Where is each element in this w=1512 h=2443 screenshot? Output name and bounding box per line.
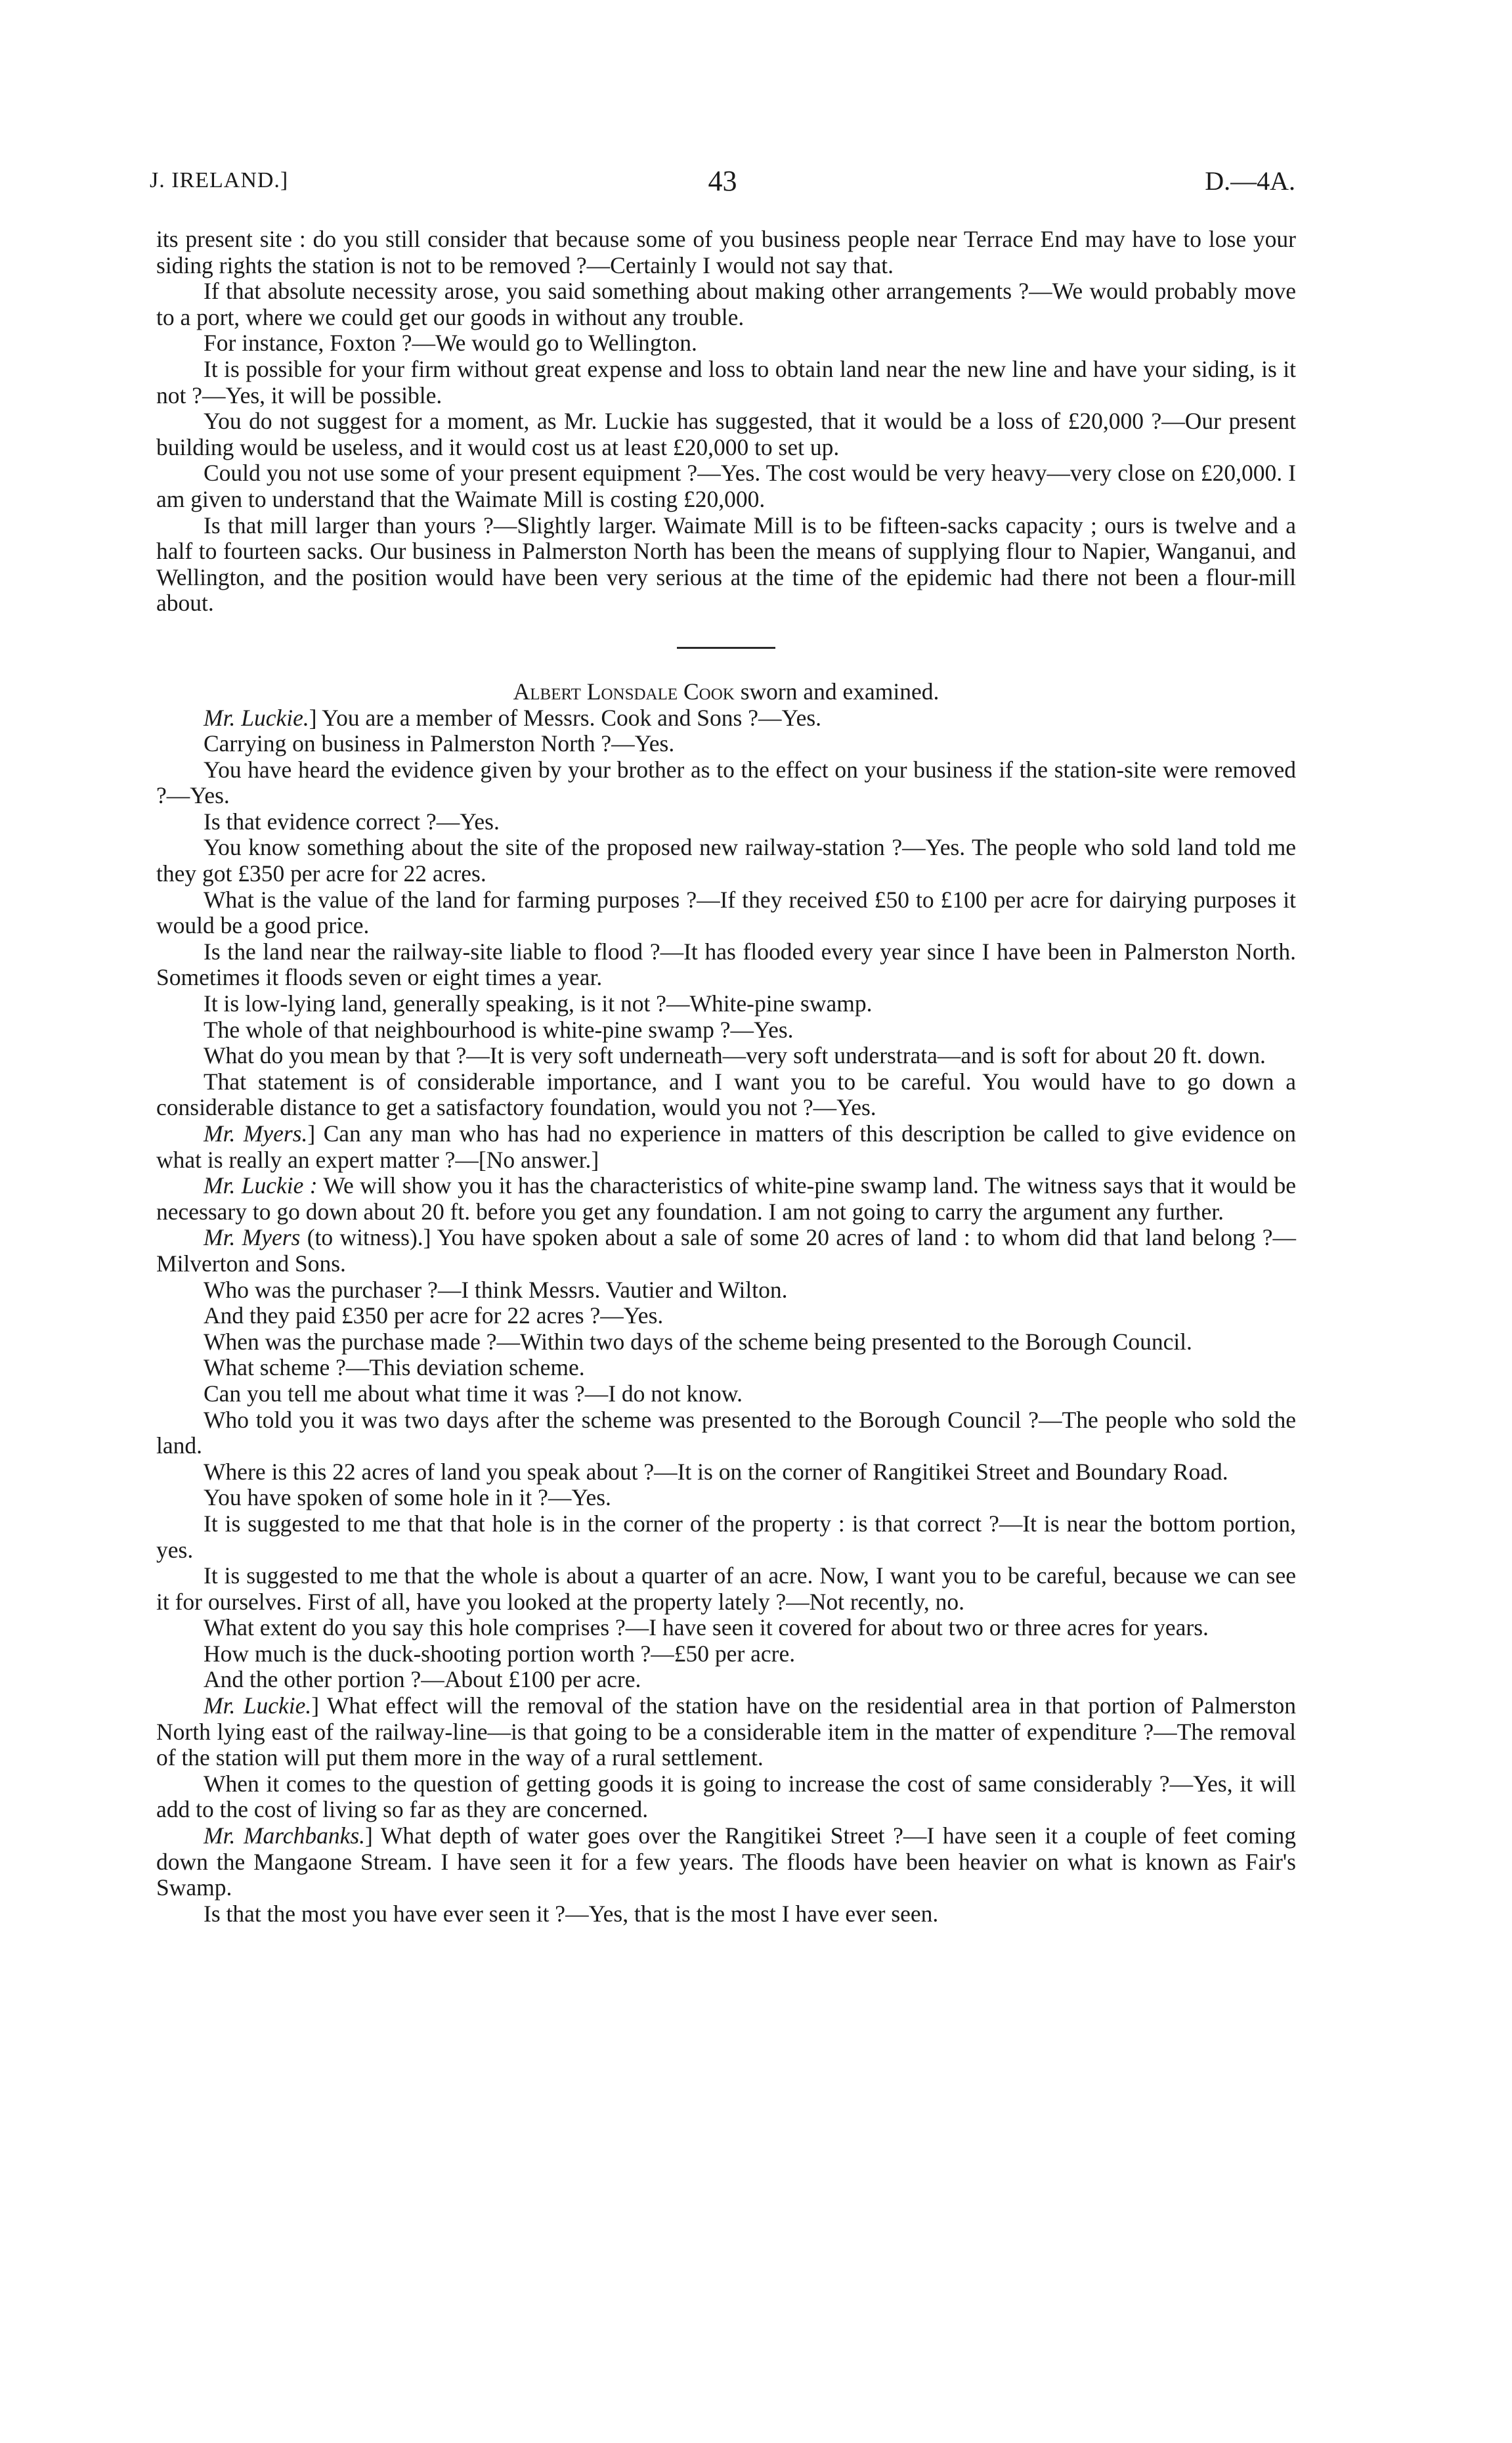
witness-heading-rest: sworn and examined. xyxy=(734,678,940,705)
paragraph-text: ] Can any man who has had no experience in matters of this description be called to give evidence on what is really an expert matter ?—[No answer.] xyxy=(156,1120,1296,1173)
paragraph xyxy=(156,1277,1296,1304)
paragraph-text: You have spoken of some hole in it ?—Yes. xyxy=(204,1484,611,1511)
paragraph xyxy=(156,1641,1296,1667)
testimony-continued xyxy=(156,227,1296,617)
paragraph-text: That statement is of considerable importance, and I want you to be careful. You would have to go down a considerable distance to get a satisfactory foundation, would you not ?—Yes. xyxy=(156,1068,1296,1121)
speaker-name: Mr. Myers xyxy=(204,1224,301,1251)
paragraph-text: You have heard the evidence given by your brother as to the effect on your business if the station-site were removed ?—Yes. xyxy=(156,756,1296,809)
paragraph xyxy=(156,1771,1296,1823)
paragraph xyxy=(156,1381,1296,1407)
paragraph-text: Carrying on business in Palmerston North ?—Yes. xyxy=(204,730,675,757)
speaker-name: Mr. Luckie. xyxy=(204,704,309,731)
page-body xyxy=(156,227,1296,1927)
paragraph xyxy=(156,1615,1296,1641)
section-divider xyxy=(677,647,775,649)
paragraph xyxy=(156,1355,1296,1381)
paragraph-text: We will show you it has the characteristics of white-pine swamp land. The witness says that it would be necessary to go down about 20 ft. before you get any foundation. I am not going to carry the argument any further. xyxy=(156,1172,1296,1225)
document-reference: D.—4A. xyxy=(1205,166,1295,196)
paragraph-text: How much is the duck-shooting portion worth ?—£50 per acre. xyxy=(204,1640,796,1667)
paragraph-text: It is low-lying land, generally speaking, is it not ?—White-pine swamp. xyxy=(204,990,873,1017)
paragraph xyxy=(156,1069,1296,1121)
paragraph xyxy=(156,1329,1296,1355)
paragraph xyxy=(156,1017,1296,1044)
paragraph xyxy=(156,991,1296,1017)
paragraph: Is that mill larger than yours ?—Slightly larger. Waimate Mill is to be fifteen-sacks capacity ; ours is twelve and a half to fourteen sacks. Our business in Palmerston North has been the means of supplying flour to Napier, Wanganui, and Wellington, and the position would have been very serious at the time of the epidemic had there not been a flour-mill about. xyxy=(156,512,1296,617)
paragraph xyxy=(156,731,1296,757)
witness-name: Albert Lonsdale Cook xyxy=(513,678,735,705)
paragraph xyxy=(156,1563,1296,1615)
paragraph-text: Is that evidence correct ?—Yes. xyxy=(204,808,500,835)
paragraph-text: And they paid £350 per acre for 22 acres ?—Yes. xyxy=(204,1302,664,1329)
paragraph: You do not suggest for a moment, as Mr. Luckie has suggested, that it would be a loss of £20,000 ?—Our present building would be useless, and it would cost us at least £20,000 to set up. xyxy=(156,408,1296,460)
paragraph xyxy=(156,1043,1296,1069)
paragraph xyxy=(156,835,1296,887)
paragraph-text: Is that the most you have ever seen it ?—Yes, that is the most I have ever seen. xyxy=(204,1900,939,1927)
paragraph xyxy=(156,1823,1296,1901)
paragraph-text: What extent do you say this hole comprises ?—I have seen it covered for about two or three acres for years. xyxy=(204,1614,1209,1641)
paragraph-text: ] You are a member of Messrs. Cook and Sons ?—Yes. xyxy=(309,704,822,731)
paragraph-text: Who told you it was two days after the scheme was presented to the Borough Council ?—The people who sold the land. xyxy=(156,1406,1296,1459)
paragraph xyxy=(156,1485,1296,1511)
paragraph xyxy=(156,1901,1296,1927)
paragraph-text: You know something about the site of the proposed new railway-station ?—Yes. The people who sold land told me they got £350 per acre for 22 acres. xyxy=(156,834,1296,887)
paragraph xyxy=(156,1511,1296,1563)
paragraph-text: What is the value of the land for farming purposes ?—If they received £50 to £100 per acre for dairying purposes it would be a good price. xyxy=(156,886,1296,939)
paragraph: If that absolute necessity arose, you said something about making other arrangements ?—We would probably move to a port, where we could get our goods in without any trouble. xyxy=(156,278,1296,330)
witness-heading xyxy=(156,679,1296,705)
paragraph: its present site : do you still consider that because some of you business people near Terrace End may have to lose your siding rights the station is not to be removed ?—Certainly I would not say that. xyxy=(156,226,1296,278)
paragraph-text: ] What effect will the removal of the station have on the residential area in that portion of Palmerston North lying east of the railway-line—is that going to be a considerable item in the matter of expenditure ?—The removal of the station will put them more in the way of a rural settlement. xyxy=(156,1692,1296,1771)
paragraph-text: When was the purchase made ?—Within two days of the scheme being presented to the Borough Council. xyxy=(204,1328,1192,1355)
running-head-witness: J. IRELAND.] xyxy=(150,168,289,192)
paragraph-text: ] What depth of water goes over the Rangitikei Street ?—I have seen it a couple of feet coming down the Mangaone Stream. I have seen it for a few years. The floods have been heavier on what is known as Fair's Swamp. xyxy=(156,1822,1296,1901)
paragraph xyxy=(156,1693,1296,1771)
page-header xyxy=(150,164,1295,204)
paragraph xyxy=(156,1459,1296,1486)
testimony-cook xyxy=(156,705,1296,1927)
paragraph-text: Where is this 22 acres of land you speak about ?—It is on the corner of Rangitikei Street and Boundary Road. xyxy=(204,1458,1228,1485)
paragraph-text: Is the land near the railway-site liable to flood ?—It has flooded every year since I have been in Palmerston North. Sometimes it floods seven or eight times a year. xyxy=(156,938,1296,991)
paragraph xyxy=(156,757,1296,809)
paragraph xyxy=(156,1303,1296,1329)
paragraph xyxy=(156,705,1296,732)
paragraph xyxy=(156,1173,1296,1225)
speaker-name: Mr. Luckie : xyxy=(204,1172,318,1199)
paragraph xyxy=(156,939,1296,991)
paragraph-text: It is suggested to me that the whole is about a quarter of an acre. Now, I want you to be careful, because we can see it for ourselves. First of all, have you looked at the property lately ?—Not recently, no. xyxy=(156,1562,1296,1615)
paragraph-text: And the other portion ?—About £100 per acre. xyxy=(204,1666,641,1693)
paragraph xyxy=(156,1667,1296,1693)
paragraph xyxy=(156,1225,1296,1277)
page-number: 43 xyxy=(708,165,737,197)
paragraph: For instance, Foxton ?—We would go to Wellington. xyxy=(204,330,697,357)
paragraph-text: It is suggested to me that that hole is in the corner of the property : is that correct ?—It is near the bottom portion, yes. xyxy=(156,1510,1296,1563)
paragraph: It is possible for your firm without great expense and loss to obtain land near the new line and have your siding, is it not ?—Yes, it will be possible. xyxy=(156,355,1296,408)
paragraph-text: Can you tell me about what time it was ?—I do not know. xyxy=(204,1380,743,1407)
paragraph xyxy=(156,809,1296,835)
paragraph xyxy=(156,887,1296,939)
speaker-name: Mr. Myers. xyxy=(204,1120,308,1147)
paragraph-text: When it comes to the question of getting goods it is going to increase the cost of same considerably ?—Yes, it will add to the cost of living so far as they are concerned. xyxy=(156,1770,1296,1823)
paragraph-text: What do you mean by that ?—It is very soft underneath—very soft understrata—and is soft for about 20 ft. down. xyxy=(204,1042,1266,1069)
paragraph-text: (to witness).] You have spoken about a sale of some 20 acres of land : to whom did that land belong ?—Milverton and Sons. xyxy=(156,1224,1297,1277)
paragraph xyxy=(156,1407,1296,1459)
paragraph: Could you not use some of your present equipment ?—Yes. The cost would be very heavy—very close on £20,000. I am given to understand that the Waimate Mill is costing £20,000. xyxy=(156,460,1296,512)
paragraph xyxy=(156,1121,1296,1173)
paragraph-text: The whole of that neighbourhood is white-pine swamp ?—Yes. xyxy=(204,1016,794,1043)
speaker-name: Mr. Marchbanks. xyxy=(204,1822,366,1849)
paragraph-text: What scheme ?—This deviation scheme. xyxy=(204,1354,585,1381)
paragraph-text: Who was the purchaser ?—I think Messrs. Vautier and Wilton. xyxy=(204,1276,788,1303)
speaker-name: Mr. Luckie. xyxy=(204,1692,312,1719)
